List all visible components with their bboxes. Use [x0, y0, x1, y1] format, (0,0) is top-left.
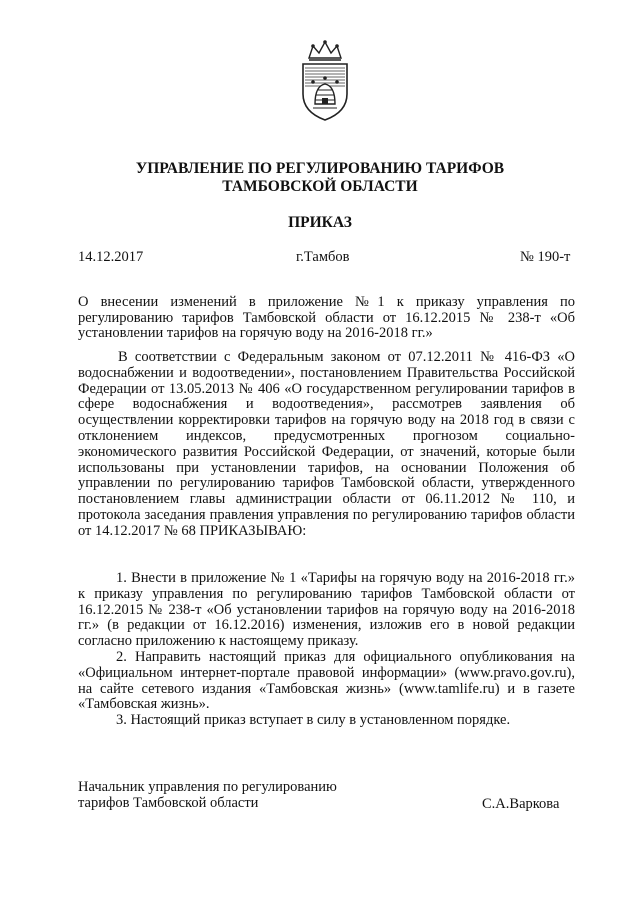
- organization-name: [0, 160, 640, 196]
- preamble-paragraph: [78, 350, 575, 540]
- order-item: 3. Настоящий приказ вступает в силу в установленном порядке.: [116, 712, 511, 729]
- order-item: 1. Внести в приложение № 1 «Тарифы на горячую воду на 2016-2018 гг.» к приказу управления по регулированию тарифов Тамбовской области от 16.12.2015 № 238-т «Об установлении тарифов на горячую воду на 2016-2018 гг.» (в редакции от 16.12.2016) изменения, изложив его в новой редакции согласно приложению к настоящему приказу.: [78, 570, 575, 650]
- order-item: 2. Направить настоящий приказ для официального опубликования на «Официальном интернет-портале правовой информации» (www.pravo.gov.ru), на сайте сетевого издания «Тамбовская жизнь» (www.tamlife.ru) и в газете «Тамбовская жизнь».: [78, 648, 575, 713]
- signatory-name: С.А.Варкова: [482, 796, 560, 812]
- document-subject: О внесении изменений в приложение №1 к приказу управления по регулированию тарифов Тамбовской области от 16.12.2015 № 238-т «Об установлении тарифов на горячую воду на 2016-2018 гг.»: [78, 294, 575, 341]
- document-city: г.Тамбов: [296, 249, 350, 265]
- order-items: [78, 571, 575, 729]
- coat-of-arms-icon: [295, 38, 355, 124]
- document-type: ПРИКАЗ: [288, 214, 352, 231]
- position-line-1: Начальник управления по регулированию: [78, 779, 337, 795]
- document-date: 14.12.2017: [78, 249, 144, 265]
- preamble-text: В соответствии с Федеральным законом от 07.12.2011 № 416-ФЗ «О водоснабжении и водоотведении», постановлением Правительства Российской Федерации от 13.05.2013 № 406 «О государственном регулировании тарифов в сфере водоснабжения и водоотведения», рассмотрев заявления об осуществлении корректировки тарифов на горячую воду на 2018 год в связи с отклонением индексов, предусмотренных прогнозом социально-экономического развития Российской Федерации, от значений, которые были использованы при установлении тарифов, на основании Положения об управлении по регулированию тарифов Тамбовской области, утвержденного постановлением главы администрации области от 06.11.2012 № 110, и протокола заседания правления управления по регулированию тарифов области от 14.12.2017 № 68 ПРИКАЗЫВАЮ:: [78, 349, 575, 539]
- org-line-1: УПРАВЛЕНИЕ ПО РЕГУЛИРОВАНИЮ ТАРИФОВ: [135, 160, 505, 177]
- document-number: № 190-т: [520, 249, 571, 265]
- org-line-2: ТАМБОВСКОЙ ОБЛАСТИ: [222, 178, 418, 195]
- signatory-position: [78, 780, 337, 811]
- position-line-2: тарифов Тамбовской области: [78, 794, 259, 811]
